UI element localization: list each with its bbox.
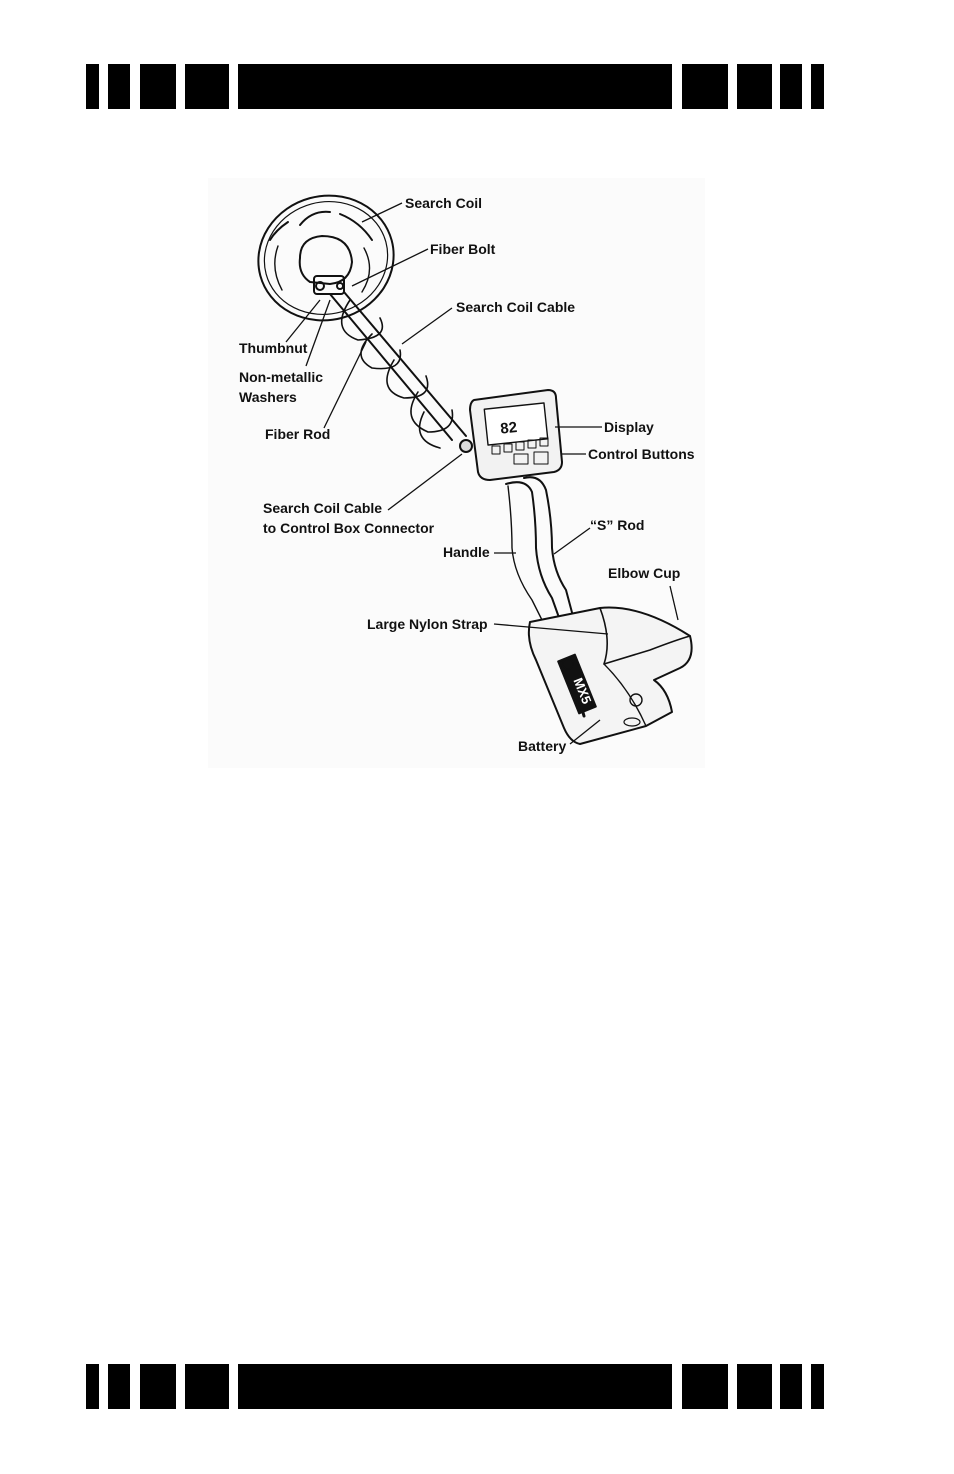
label-battery: Battery <box>518 738 567 754</box>
label-connector-line2: to Control Box Connector <box>263 520 435 536</box>
label-non-metallic-washers-line2: Washers <box>239 389 297 405</box>
armrest-drawing <box>529 608 692 744</box>
label-control-buttons: Control Buttons <box>588 446 695 462</box>
leader-search-coil-cable <box>402 308 452 344</box>
leader-fiber-bolt <box>352 249 428 286</box>
leader-fiber-rod <box>324 342 366 428</box>
leader-washers <box>306 300 330 366</box>
leader-elbow-cup <box>670 586 678 620</box>
label-search-coil-cable: Search Coil Cable <box>456 299 576 315</box>
s-rod-drawing <box>506 477 574 626</box>
label-display: Display <box>604 419 654 435</box>
footer-block-6 <box>682 1364 728 1409</box>
footer-block-9 <box>811 1364 824 1409</box>
leader-connector <box>388 454 462 510</box>
footer-block-5 <box>238 1364 672 1409</box>
label-connector-line1: Search Coil Cable <box>263 500 383 516</box>
footer-block-1 <box>86 1364 99 1409</box>
display-reading: 82 <box>499 418 518 438</box>
leader-s-rod <box>554 528 590 554</box>
label-thumbnut: Thumbnut <box>239 340 308 356</box>
label-s-rod: “S” Rod <box>590 517 645 533</box>
footer-block-4 <box>185 1364 229 1409</box>
footer-block-8 <box>780 1364 802 1409</box>
footer-block-3 <box>140 1364 176 1409</box>
label-non-metallic-washers-line1: Non-metallic <box>239 369 324 385</box>
label-search-coil: Search Coil <box>405 195 483 211</box>
label-large-nylon-strap: Large Nylon Strap <box>367 616 488 632</box>
model-badge: MX5 <box>570 675 595 707</box>
footer-block-7 <box>737 1364 772 1409</box>
control-box-drawing <box>460 390 562 480</box>
label-fiber-bolt: Fiber Bolt <box>430 241 496 257</box>
label-fiber-rod: Fiber Rod <box>265 426 331 442</box>
label-handle: Handle <box>443 544 490 560</box>
footer-block-2 <box>108 1364 130 1409</box>
label-elbow-cup: Elbow Cup <box>608 565 681 581</box>
